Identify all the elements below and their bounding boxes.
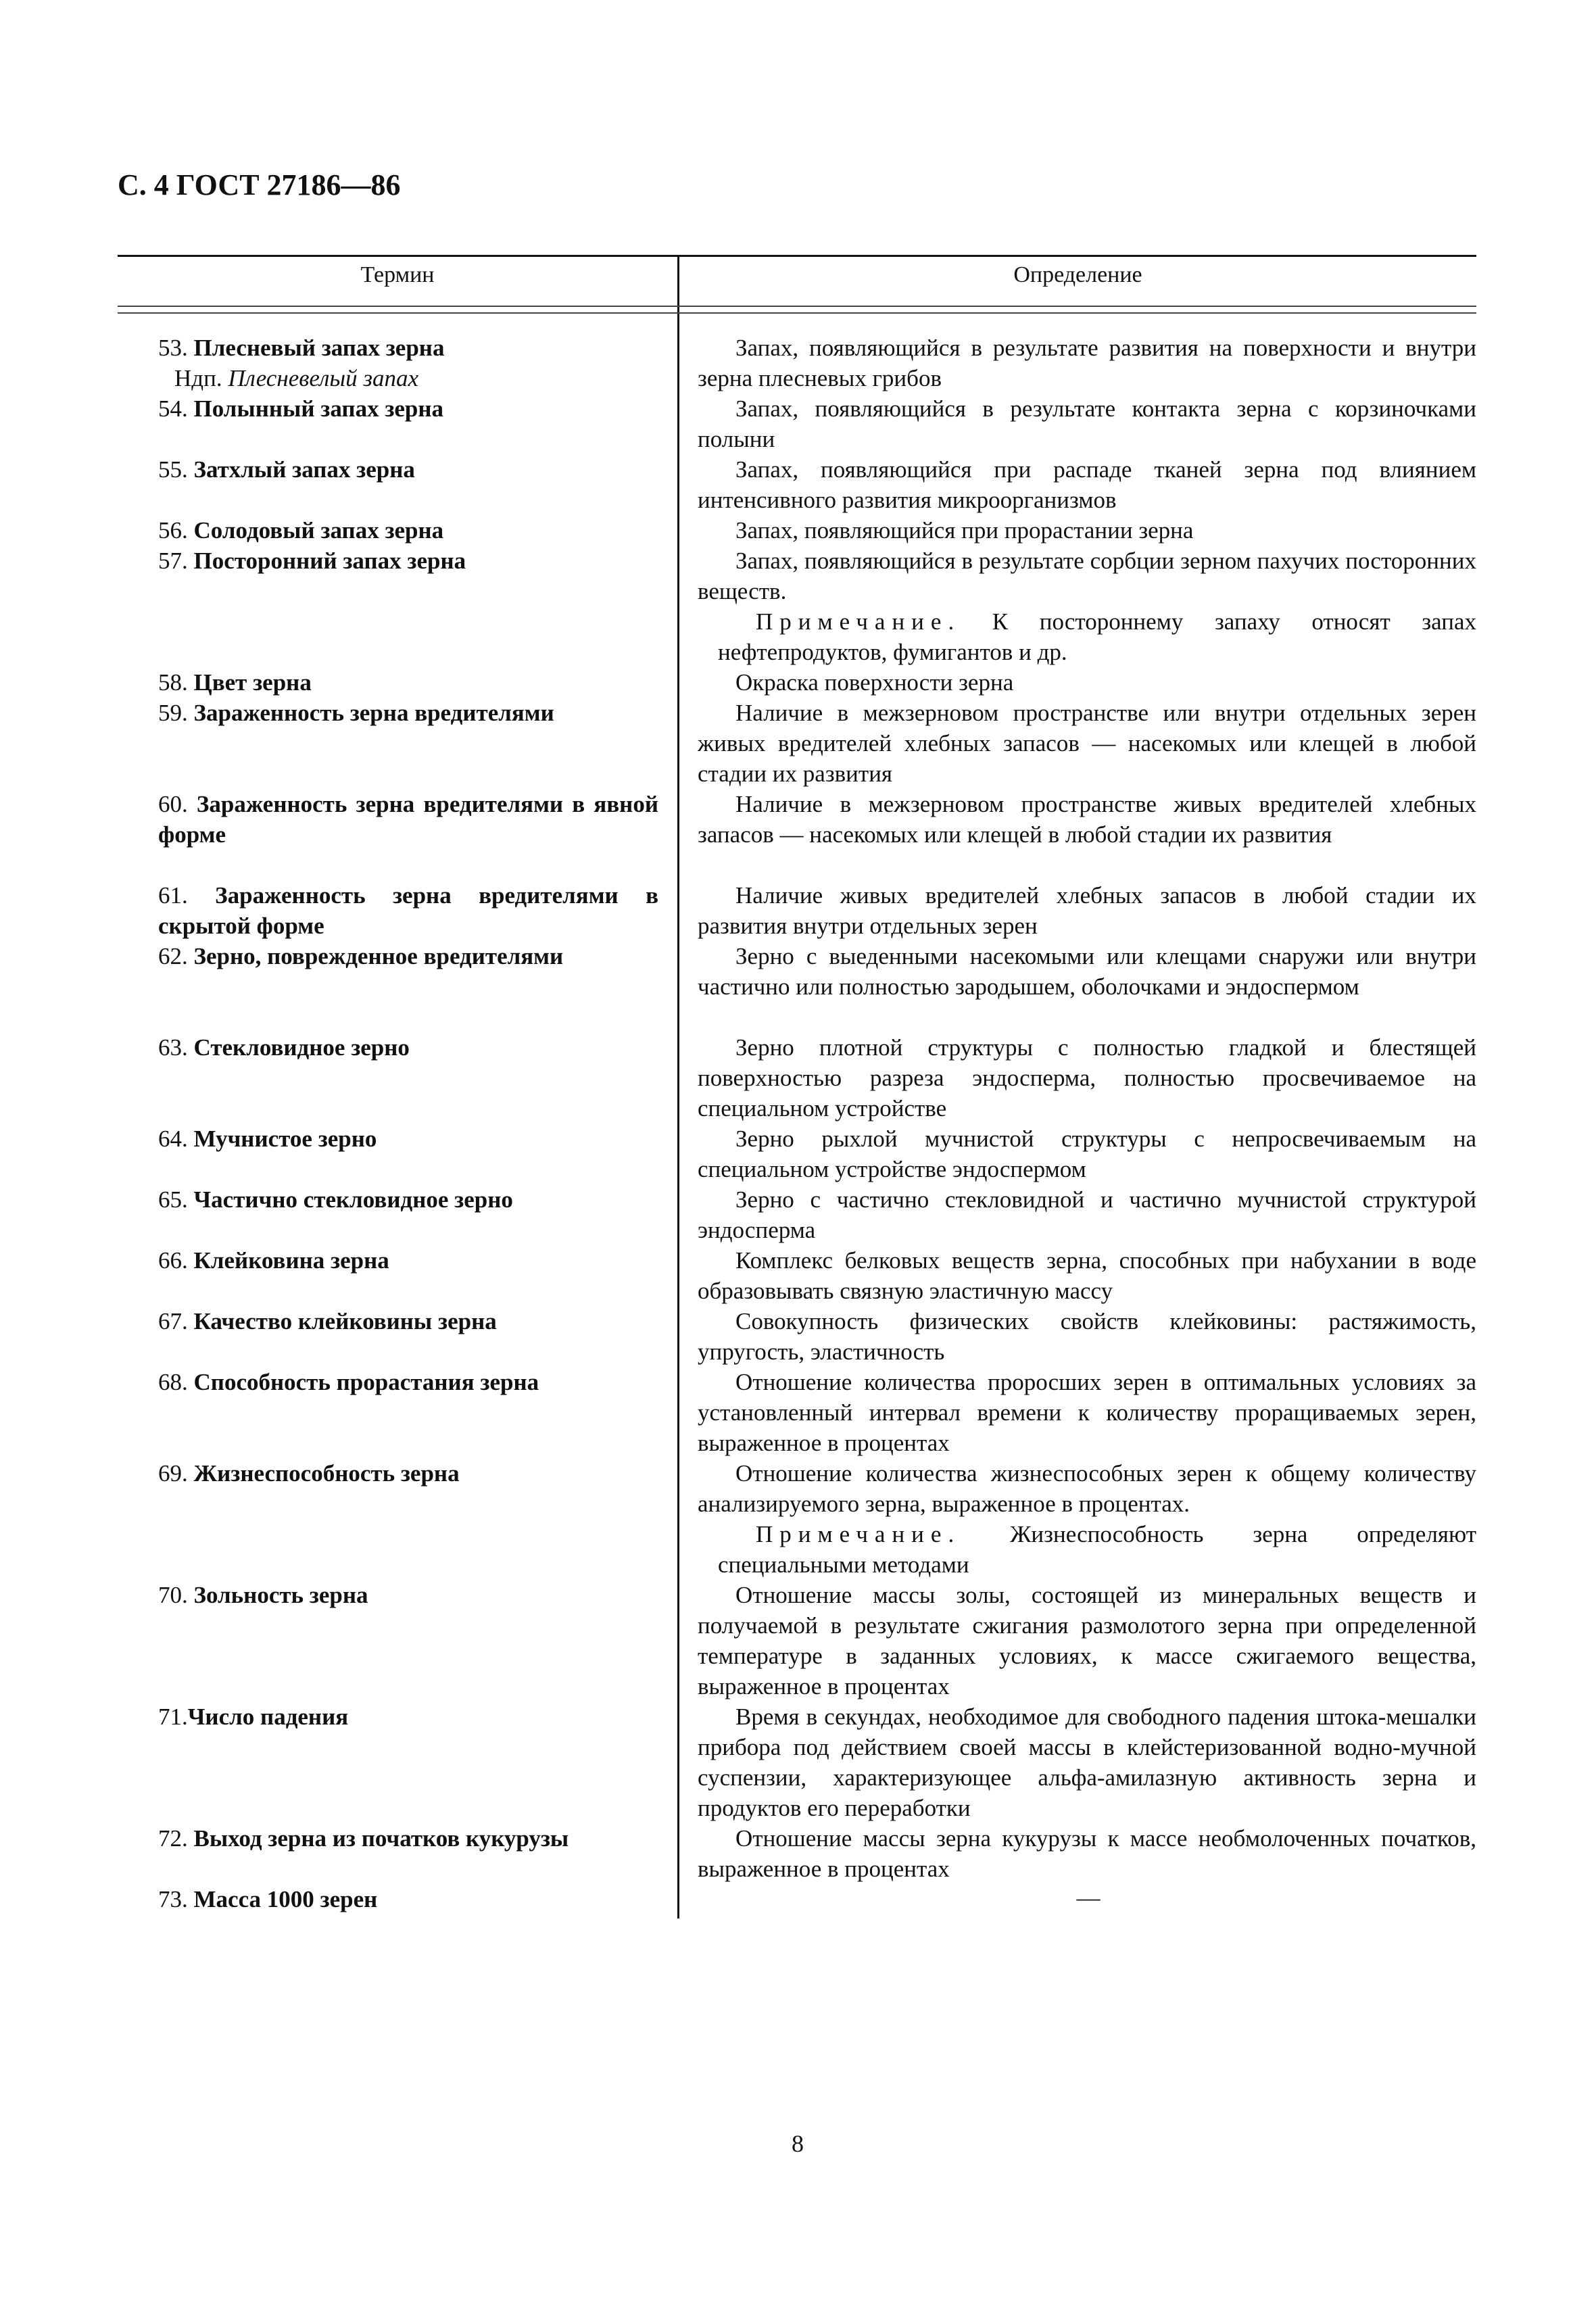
definition-cell: Запах, появляющийся в результате контакта зерна с корзиночками полыни: [698, 395, 1476, 452]
term-number: 53.: [158, 335, 188, 361]
page-number: 8: [792, 2130, 804, 2157]
term-number: 54.: [158, 395, 188, 422]
term-cell: [158, 1580, 658, 1610]
term-name: Масса 1000 зерен: [193, 1886, 378, 1912]
term-number: 58.: [158, 669, 188, 696]
note-label: Примечание.: [756, 608, 961, 635]
term-name: Зараженность зерна вредителями в явной форме: [158, 791, 658, 848]
definition-cell: Наличие в межзерновом пространстве или внутри отдельных зерен живых вредителей хлебных запасов — насекомых или клещей в любой стадии их развития: [698, 700, 1476, 787]
term-number: 66.: [158, 1247, 188, 1274]
term-cell: [158, 1245, 658, 1276]
definition-cell: Комплекс белковых веществ зерна, способных при набухании в воде образовывать связную эластичную массу: [698, 1247, 1476, 1304]
term-number: 67.: [158, 1308, 188, 1334]
term-name: Частично стекловидное зерно: [193, 1186, 513, 1213]
definition-cell: Зерно плотной структуры с полностью гладкой и блестящей поверхностью разреза эндосперма, полностью просвечиваемое на специальном устройстве: [698, 1034, 1476, 1121]
ndp-term: Плесневелый запах: [228, 365, 419, 391]
term-name: Зараженность зерна вредителями в скрытой форме: [158, 882, 658, 939]
definition-cell: Запах, появляющийся при распаде тканей зерна под влиянием интенсивного развития микроорганизмов: [698, 456, 1476, 513]
term-number: 71.: [158, 1704, 188, 1730]
term-number: 69.: [158, 1460, 188, 1487]
note-text: Жизнеспособность зерна определяют специальными методами: [718, 1521, 1477, 1578]
term-cell: [158, 333, 658, 363]
note: [718, 606, 1476, 667]
term-name: Число падения: [187, 1704, 349, 1730]
term-cell: [158, 667, 658, 698]
term-name: Качество клейковины зерна: [193, 1308, 497, 1334]
definition-cell: Зерно с выеденными насекомыми или клещами снаружи или внутри частично или полностью зародышем, оболочками и эндоспермом: [698, 943, 1476, 1000]
term-cell: [158, 1884, 658, 1914]
definition-cell: Наличие живых вредителей хлебных запасов в любой стадии их развития внутри отдельных зерен: [698, 882, 1476, 939]
definition-cell: Запах, появляющийся в результате сорбции зерном пахучих посторонних веществ.: [698, 548, 1476, 604]
definition-cell: Время в секундах, необходимое для свободного падения штока-мешалки прибора под действием своей массы в клейстеризованной водно-мучной суспензии, характеризующее альфа-амилазную активность зерна и продуктов его переработки: [698, 1704, 1476, 1821]
header-separator: [118, 306, 1476, 307]
term-cell: [158, 1823, 658, 1854]
term-name: Зерно, поврежденное вредителями: [193, 943, 564, 969]
definition-cell: Отношение количества жизнеспособных зерен к общему количеству анализируемого зерна, выраженное в процентах.: [698, 1460, 1476, 1517]
note-text: К постороннему запаху относят запах нефтепродуктов, фумигантов и др.: [718, 608, 1476, 665]
definition-cell: Зерно с частично стекловидной и частично мучнистой структурой эндосперма: [698, 1186, 1476, 1243]
term-number: 68.: [158, 1369, 188, 1395]
term-cell: [158, 1124, 658, 1154]
term-number: 60.: [158, 791, 188, 817]
definition-cell: Запах, появляющийся при прорастании зерна: [735, 517, 1194, 544]
definition-cell: Совокупность физических свойств клейковины: растяжимость, упругость, эластичность: [698, 1308, 1476, 1365]
definition-cell: Зерно рыхлой мучнистой структуры с непросвечиваемым на специальном устройстве эндоспермом: [698, 1126, 1476, 1182]
term-cell: [158, 454, 658, 485]
definition-cell: Отношение массы золы, состоящей из минеральных веществ и получаемой в результате сжигания размолотого зерна при определенной температуре в заданных условиях, к массе сжигаемого вещества, выраженное в процентах: [698, 1582, 1476, 1699]
term-cell: [158, 1306, 658, 1336]
term-cell: [158, 1184, 658, 1215]
term-name: Мучнистое зерно: [193, 1126, 377, 1152]
term-cell: [158, 1032, 658, 1063]
definition-cell: Наличие в межзерновом пространстве живых вредителей хлебных запасов — насекомых или клещей в любой стадии их развития: [698, 791, 1476, 848]
page-header: С. 4 ГОСТ 27186—86: [118, 168, 401, 201]
term-cell: [158, 515, 658, 546]
ndp-prefix: Ндп.: [174, 365, 222, 391]
term-name: Солодовый запах зерна: [193, 517, 444, 544]
term-cell: [158, 698, 658, 728]
table-column-divider: [677, 256, 679, 1919]
definition-cell: —: [1076, 1885, 1101, 1911]
term-number: 70.: [158, 1582, 188, 1608]
term-name: Зараженность зерна вредителями: [193, 700, 554, 726]
term-name: Плесневый запах зерна: [193, 335, 445, 361]
term-cell: [158, 941, 658, 971]
term-number: 56.: [158, 517, 188, 544]
term-cell: [158, 1367, 658, 1397]
definition-cell: Отношение количества проросших зерен в оптимальных условиях за установленный интервал времени к количеству проращиваемых зерен, выраженное в процентах: [698, 1369, 1476, 1456]
term-name: Клейковина зерна: [193, 1247, 389, 1274]
term-cell: [158, 393, 658, 424]
term-number: 55.: [158, 456, 188, 483]
term-number: 62.: [158, 943, 188, 969]
column-header-definition: Определение: [1013, 262, 1142, 287]
note-label: Примечание.: [756, 1521, 961, 1547]
definition-cell: Отношение массы зерна кукурузы к массе необмолоченных початков, выраженное в процентах: [698, 1825, 1476, 1882]
term-cell: [158, 1458, 658, 1489]
term-cell: [158, 789, 658, 850]
term-name: Способность прорастания зерна: [193, 1369, 539, 1395]
term-number: 61.: [158, 882, 188, 909]
column-header-term: Термин: [360, 262, 435, 287]
term-cell: [158, 1702, 658, 1732]
term-number: 73.: [158, 1886, 188, 1912]
term-name: Стекловидное зерно: [193, 1034, 410, 1061]
term-number: 72.: [158, 1825, 188, 1852]
term-number: 63.: [158, 1034, 188, 1061]
term-name: Жизнеспособность зерна: [193, 1460, 460, 1487]
definition-cell: Запах, появляющийся в результате развития на поверхности и внутри зерна плесневых грибов: [698, 335, 1476, 391]
term-number: 57.: [158, 548, 188, 574]
deprecated-term: [174, 363, 418, 393]
definition-cell: Окраска поверхности зерна: [735, 669, 1014, 696]
term-number: 65.: [158, 1186, 188, 1213]
term-number: 59.: [158, 700, 188, 726]
term-name: Посторонний запах зерна: [193, 548, 466, 574]
term-name: Полынный запах зерна: [193, 395, 444, 422]
term-number: 64.: [158, 1126, 188, 1152]
term-name: Зольность зерна: [193, 1582, 368, 1608]
table-top-rule: [118, 255, 1476, 257]
term-name: Затхлый запах зерна: [193, 456, 415, 483]
term-name: Цвет зерна: [193, 669, 312, 696]
header-separator: [118, 312, 1476, 314]
term-cell: [158, 546, 658, 576]
term-name: Выход зерна из початков кукурузы: [193, 1825, 569, 1852]
note: [718, 1519, 1476, 1580]
term-cell: [158, 880, 658, 941]
